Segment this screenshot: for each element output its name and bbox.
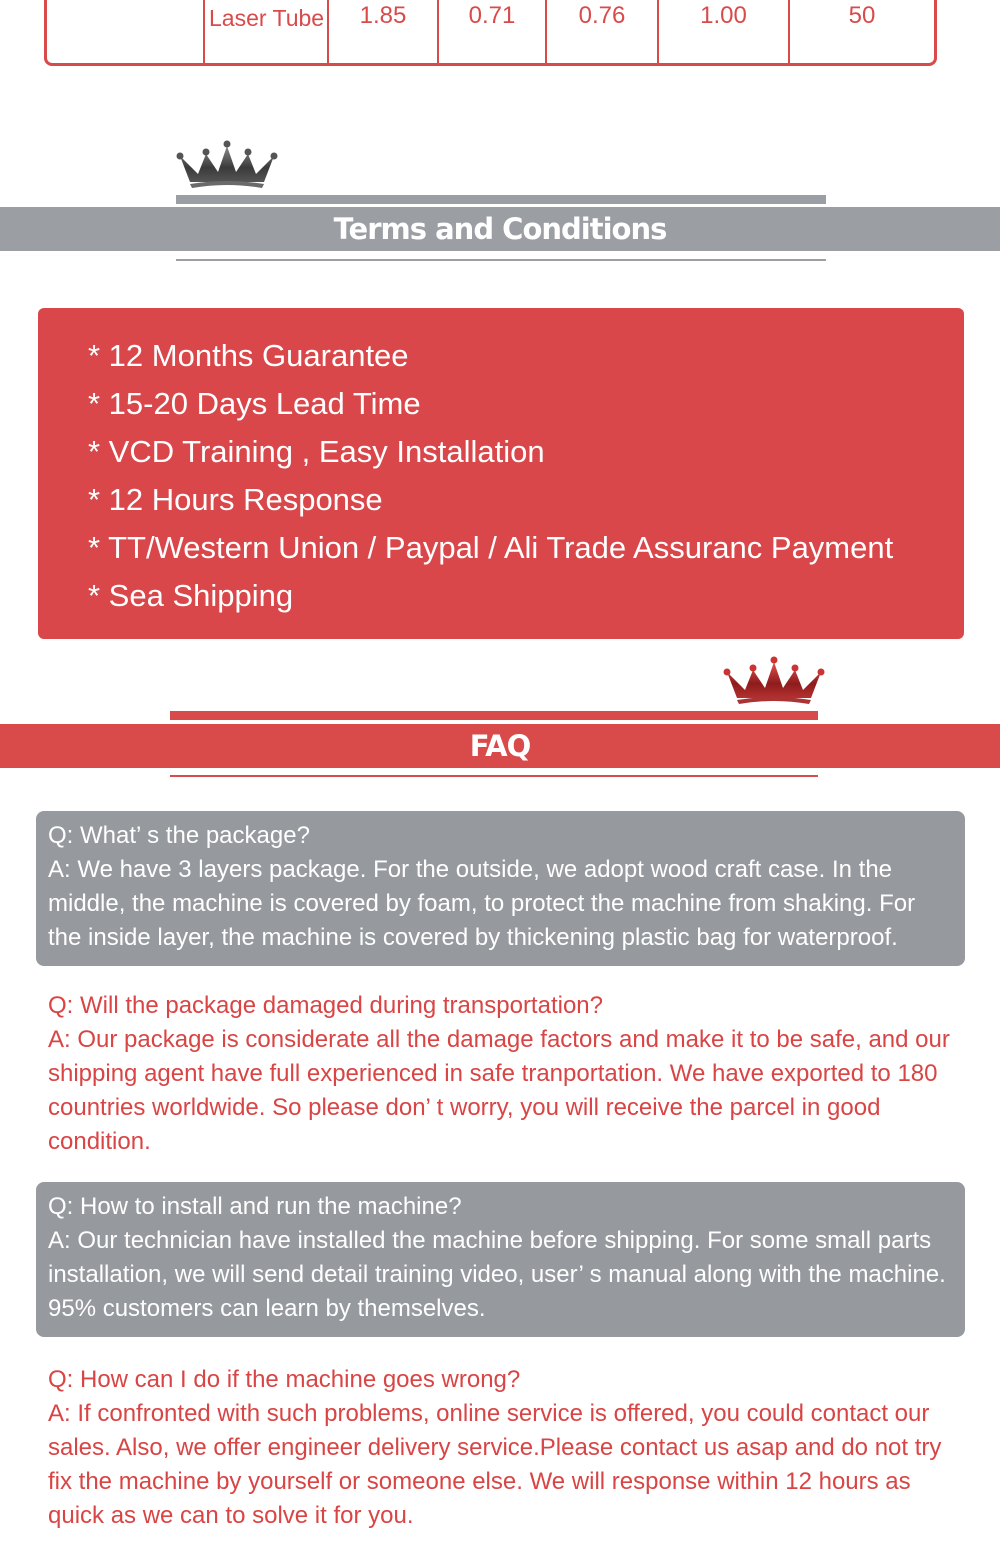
terms-item: * TT/Western Union / Paypal / Ali Trade Assuranc Payment: [88, 530, 894, 565]
faq-question: Q: How can I do if the machine goes wrong?: [48, 1366, 521, 1393]
table-cell-label: Laser Tube: [203, 0, 327, 63]
faq-item: [36, 981, 965, 1167]
table-cell: 50: [788, 0, 934, 63]
terms-item: * 12 Hours Response: [88, 482, 383, 517]
terms-item: * 15-20 Days Lead Time: [88, 386, 421, 421]
table-cell: 1.00: [657, 0, 788, 63]
crown-icon: [723, 654, 825, 708]
faq-item: [36, 811, 965, 966]
faq-question: Q: What’ s the package?: [48, 822, 310, 849]
faq-answer: A: Our technician have installed the machine before shipping. For some small parts installation, we will send detail training video, user’ s manual along with the machine. 95% customers can learn by themselves.: [48, 1227, 946, 1322]
divider: [170, 775, 818, 777]
faq-answer: A: Our package is considerate all the damage factors and make it to be safe, and our shipping agent have full experienced in safe tranportation. We have exported to 180 countries worldwide. So please don’ t worry, you will receive the parcel in good condition.: [48, 1026, 950, 1155]
faq-answer: A: If confronted with such problems, online service is offered, you could contact our sales. Also, we offer engineer delivery service.Please contact us asap and do not try fix the machine by yourself or someone else. We will response within 12 hours as quick as we can to solve it for you.: [48, 1400, 942, 1529]
terms-item: * VCD Training , Easy Installation: [88, 434, 545, 469]
terms-box: [38, 308, 964, 639]
divider: [176, 195, 826, 204]
section-title-faq: FAQ: [0, 724, 1000, 768]
faq-item: [36, 1182, 965, 1337]
faq-item: [36, 1355, 965, 1541]
faq-answer: A: We have 3 layers package. For the outside, we adopt wood craft case. In the middle, the machine is covered by foam, to protect the machine from shaking. For the inside layer, the machine is covered by thickening plastic bag for waterproof.: [48, 856, 916, 951]
divider: [176, 259, 826, 261]
table-cell: 0.71: [437, 0, 545, 63]
table-cell: 1.85: [327, 0, 437, 63]
spec-table: [44, 0, 937, 66]
terms-item: * 12 Months Guarantee: [88, 338, 409, 373]
crown-icon: [176, 138, 278, 192]
terms-item: * Sea Shipping: [88, 578, 294, 613]
table-cell: 0.76: [545, 0, 657, 63]
faq-question: Q: Will the package damaged during transportation?: [48, 992, 603, 1019]
table-cell-empty: [47, 0, 203, 63]
divider: [170, 711, 818, 720]
faq-question: Q: How to install and run the machine?: [48, 1193, 462, 1220]
section-title-terms: Terms and Conditions: [0, 207, 1000, 251]
